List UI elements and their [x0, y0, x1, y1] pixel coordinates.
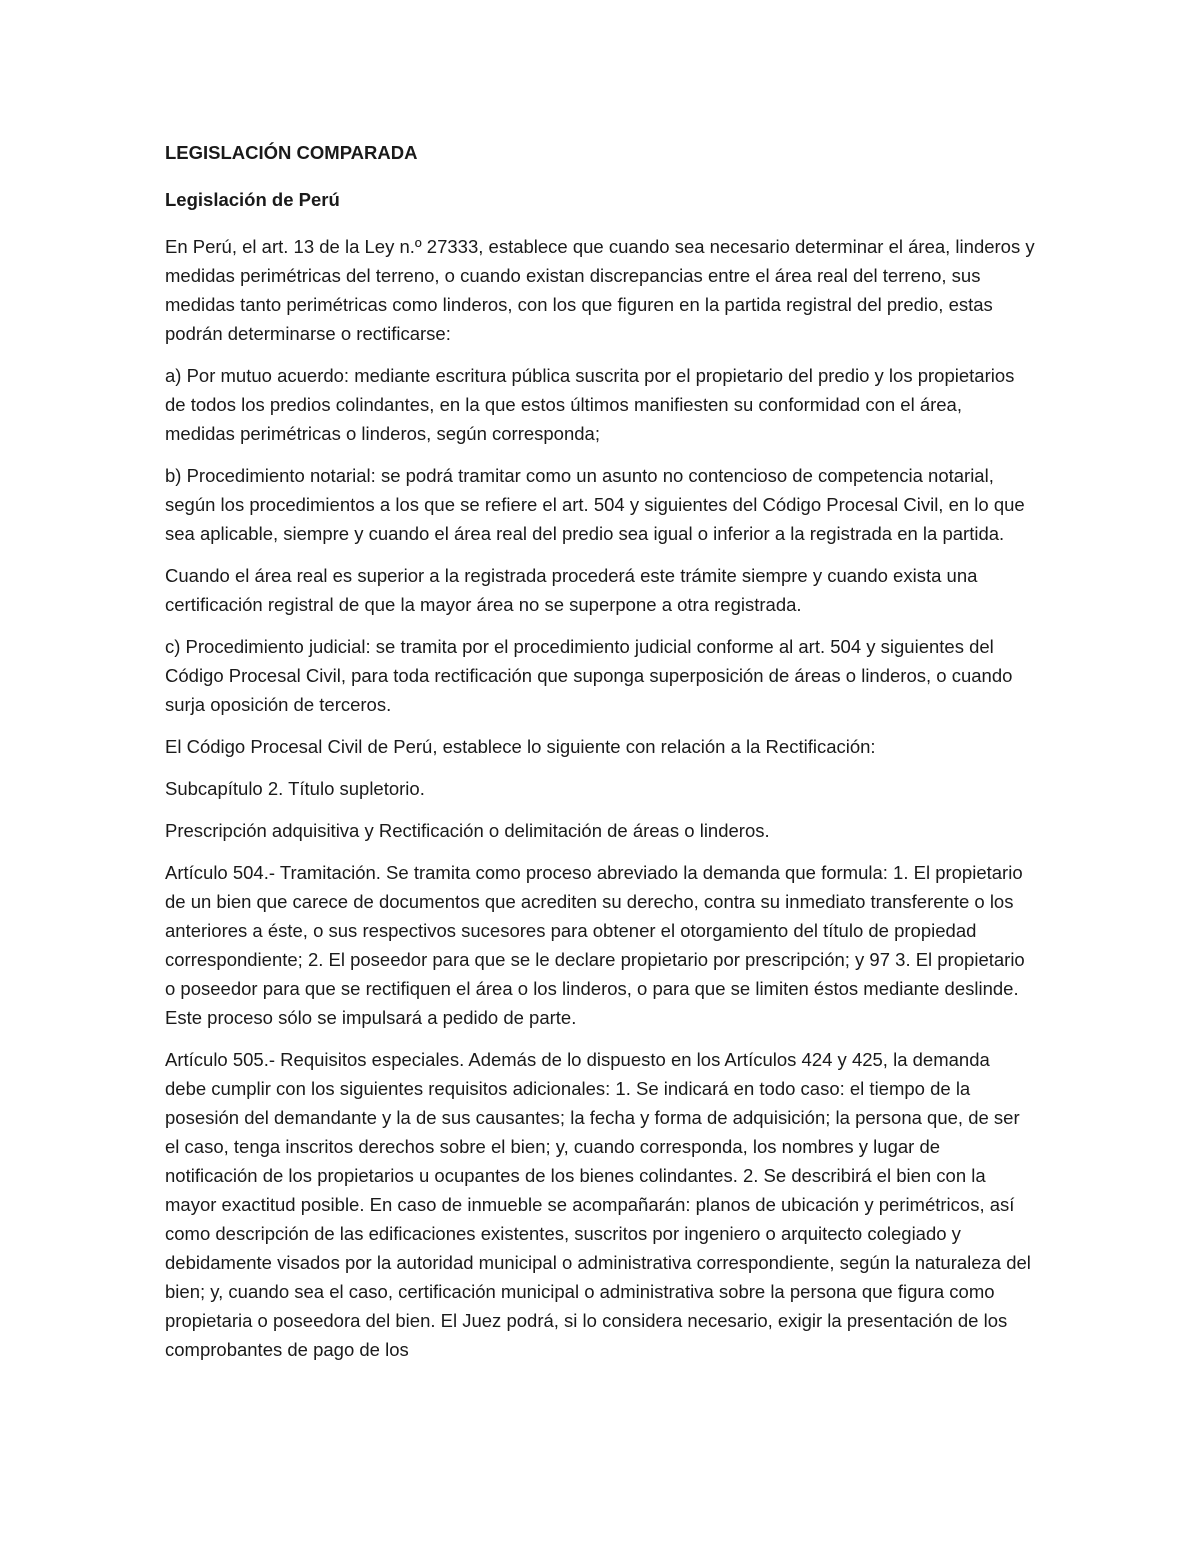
paragraph-prescripcion: Prescripción adquisitiva y Rectificación o delimitación de áreas o linderos.	[165, 820, 770, 841]
paragraph-articulo-505: Artículo 505.- Requisitos especiales. Además de lo dispuesto en los Artículos 424 y 425, la demanda debe cumplir con los siguientes requisitos adicionales: 1. Se indicará en todo caso: el tiempo de la posesión del demandante y la de sus causantes; la fecha y forma de adquisición; la persona que, de ser el caso, tenga inscritos derechos sobre el bien; y, cuando corresponda, los nombres y lugar de notificación de los propietarios u ocupantes de los bienes colindantes. 2. Se describirá el bien con la mayor exactitud posible. En caso de inmueble se acompañarán: planos de ubicación y perimétricos, así como descripción de las edificaciones existentes, suscritos por ingeniero o arquitecto colegiado y debidamente visados por la autoridad municipal o administrativa correspondiente, según la naturaleza del bien; y, cuando sea el caso, certificación municipal o administrativa sobre la persona que figura como propietaria o poseedora del bien. El Juez podrá, si lo considera necesario, exigir la presentación de los comprobantes de pago de los	[165, 1049, 1031, 1360]
paragraph-area-superior: Cuando el área real es superior a la registrada procederá este trámite siempre y cuando exista una certificación registral de que la mayor área no se superpone a otra registrada.	[165, 565, 978, 615]
paragraph-subcapitulo: Subcapítulo 2. Título supletorio.	[165, 778, 425, 799]
paragraph-intro: En Perú, el art. 13 de la Ley n.º 27333, establece que cuando sea necesario determinar el área, linderos y medidas perimétricas del terreno, o cuando existan discrepancias entre el área real del terreno, sus medidas tanto perimétricas como linderos, con los que figuren en la partida registral del predio, estas podrán determinarse o rectificarse:	[165, 236, 1035, 344]
paragraph-codigo-procesal: El Código Procesal Civil de Perú, establece lo siguiente con relación a la Rectificación:	[165, 736, 876, 757]
paragraph-procedimiento-notarial: b) Procedimiento notarial: se podrá tramitar como un asunto no contencioso de competencia notarial, según los procedimientos a los que se refiere el art. 504 y siguientes del Código Procesal Civil, en lo que sea aplicable, siempre y cuando el área real del predio sea igual o inferior a la registrada en la partida.	[165, 465, 1025, 544]
paragraph-mutuo-acuerdo: a) Por mutuo acuerdo: mediante escritura pública suscrita por el propietario del predio y los propietarios de todos los predios colindantes, en la que estos últimos manifiesten su conformidad con el área, medidas perimétricas o linderos, según corresponda;	[165, 365, 1015, 444]
document-subtitle: Legislación de Perú	[165, 189, 340, 210]
document-title: LEGISLACIÓN COMPARADA	[165, 142, 418, 163]
paragraph-procedimiento-judicial: c) Procedimiento judicial: se tramita por el procedimiento judicial conforme al art. 504 y siguientes del Código Procesal Civil, para toda rectificación que suponga superposición de áreas o linderos, o cuando surja oposición de terceros.	[165, 636, 1013, 715]
paragraph-articulo-504: Artículo 504.- Tramitación. Se tramita como proceso abreviado la demanda que formula: 1. El propietario de un bien que carece de documentos que acrediten su derecho, contra su inmediato transferente o los anteriores a éste, o sus respectivos sucesores para obtener el otorgamiento del título de propiedad correspondiente; 2. El poseedor para que se le declare propietario por prescripción; y 97 3. El propietario o poseedor para que se rectifiquen el área o los linderos, o para que se limiten éstos mediante deslinde. Este proceso sólo se impulsará a pedido de parte.	[165, 862, 1025, 1028]
document-page	[165, 138, 1035, 1377]
